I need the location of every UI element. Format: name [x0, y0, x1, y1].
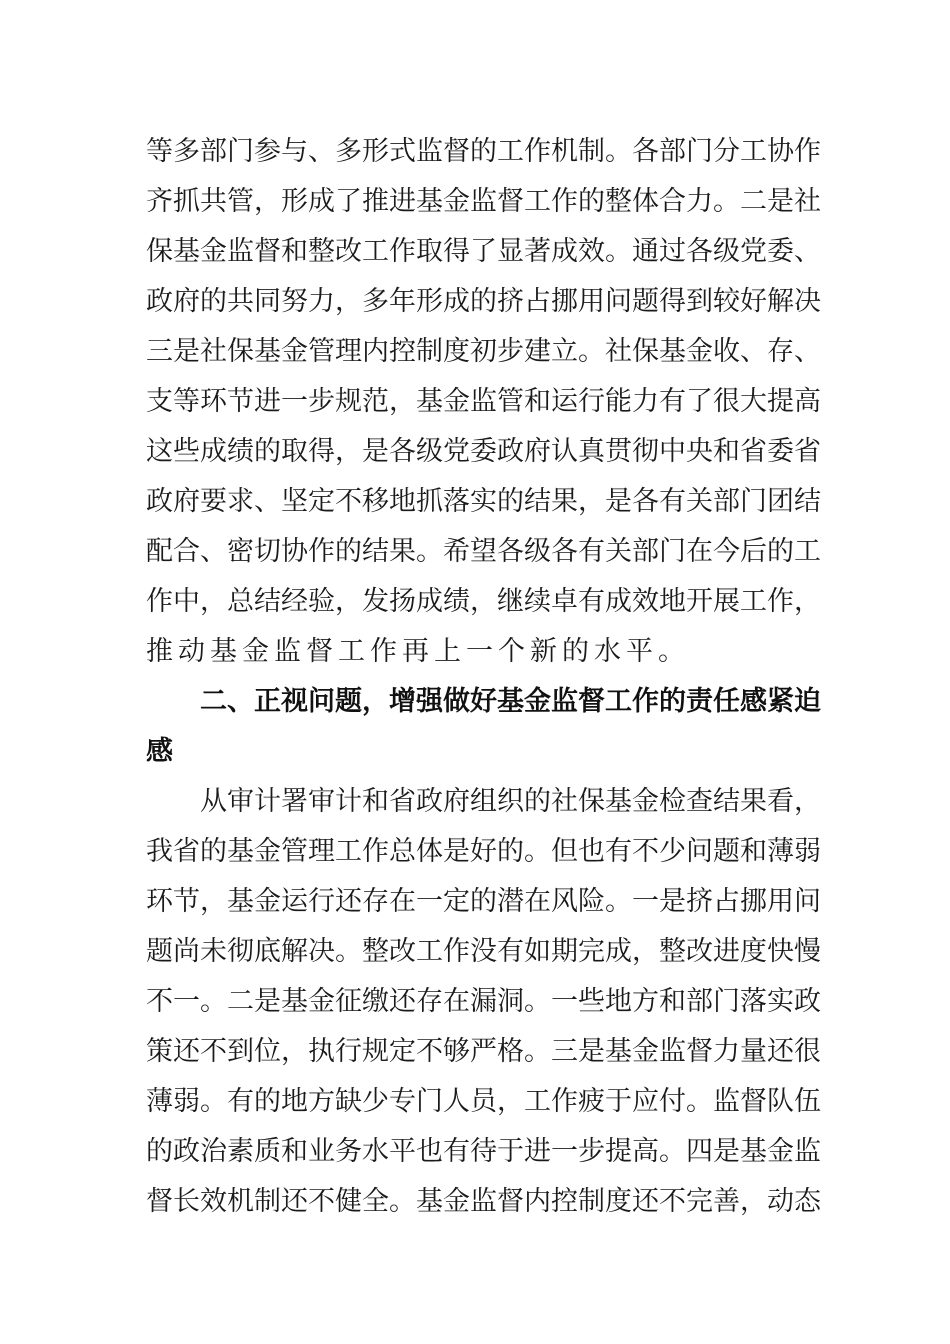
body-text-line: 不一。二是基金征缴还存在漏洞。一些地方和部门落实政	[146, 986, 821, 1017]
body-text-line: 我省的基金管理工作总体是好的。但也有不少问题和薄弱	[146, 836, 821, 867]
body-text-line: 环节，基金运行还存在一定的潜在风险。一是挤占挪用问	[146, 886, 821, 917]
body-text-line: 三是社保基金管理内控制度初步建立。社保基金收、存、	[146, 336, 821, 367]
body-text-line: 作中，总结经验，发扬成绩，继续卓有成效地开展工作，	[146, 586, 821, 617]
body-text-line: 薄弱。有的地方缺少专门人员，工作疲于应付。监督队伍	[146, 1086, 821, 1117]
section-heading-line: 二、正视问题，增强做好基金监督工作的责任感紧迫	[200, 686, 821, 717]
body-text-line: 支等环节进一步规范，基金监管和运行能力有了很大提高	[146, 386, 821, 417]
section-heading-line: 感	[146, 736, 178, 767]
body-text-line: 等多部门参与、多形式监督的工作机制。各部门分工协作	[146, 136, 821, 167]
body-text-line: 的政治素质和业务水平也有待于进一步提高。四是基金监	[146, 1136, 821, 1167]
body-text-line: 从审计署审计和省政府组织的社保基金检查结果看，	[200, 786, 821, 817]
body-text-line: 政府要求、坚定不移地抓落实的结果，是各有关部门团结	[146, 486, 821, 517]
body-text-line: 配合、密切协作的结果。希望各级各有关部门在今后的工	[146, 536, 821, 567]
body-text-line: 题尚未彻底解决。整改工作没有如期完成，整改进度快慢	[146, 936, 821, 967]
body-text-line: 齐抓共管，形成了推进基金监督工作的整体合力。二是社	[146, 186, 821, 217]
body-text-line: 推动基金监督工作再上一个新的水平。	[146, 636, 690, 667]
body-text-line: 督长效机制还不健全。基金监督内控制度还不完善，动态	[146, 1186, 821, 1217]
body-text-line: 政府的共同努力，多年形成的挤占挪用问题得到较好解决	[146, 286, 821, 317]
body-text-line: 策还不到位，执行规定不够严格。三是基金监督力量还很	[146, 1036, 821, 1067]
body-text-line: 这些成绩的取得，是各级党委政府认真贯彻中央和省委省	[146, 436, 821, 467]
body-text-line: 保基金监督和整改工作取得了显著成效。通过各级党委、	[146, 236, 821, 267]
